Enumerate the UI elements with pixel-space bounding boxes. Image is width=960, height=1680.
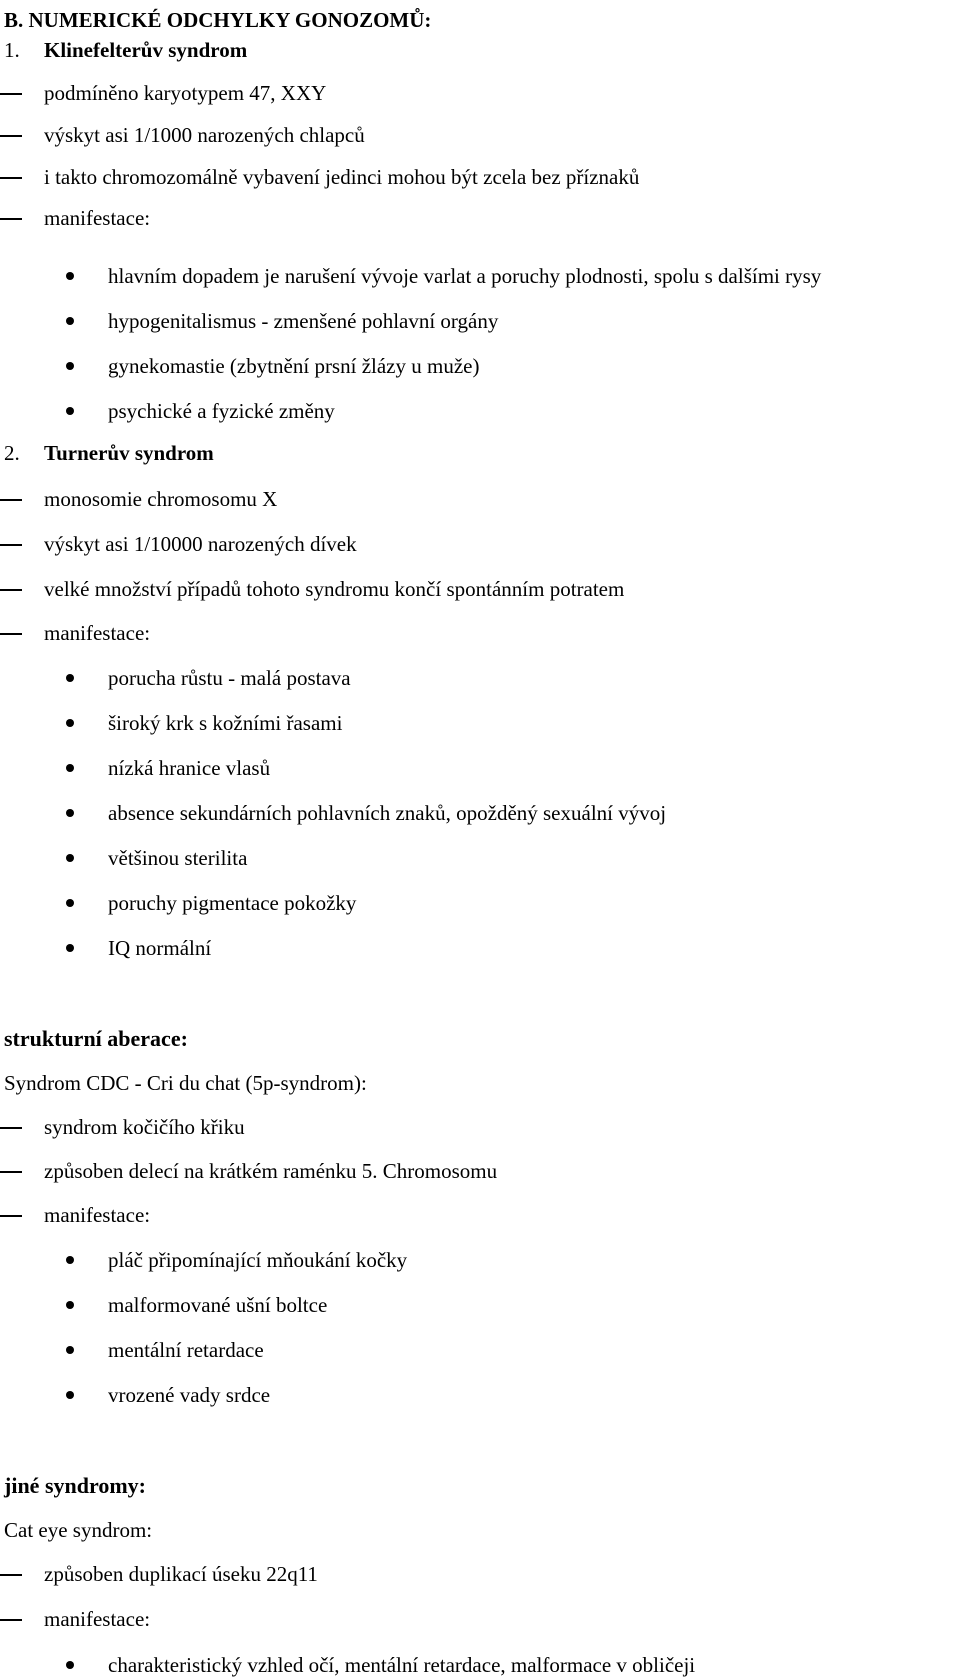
dash-marker	[0, 218, 22, 220]
dash-list-item	[0, 529, 960, 559]
list-item-text: mentální retardace	[108, 1338, 264, 1362]
list-item-text: monosomie chromosomu X	[44, 487, 278, 511]
bullet-list-item	[0, 396, 960, 426]
bullet-marker	[66, 809, 74, 817]
list-item-text: malformované ušní boltce	[108, 1293, 328, 1317]
bullet-marker	[66, 1256, 74, 1264]
bullet-list-item	[0, 798, 960, 828]
list-item-text: nízká hranice vlasů	[108, 756, 271, 780]
bullet-list-item	[0, 843, 960, 873]
bullet-marker	[66, 899, 74, 907]
list-number: 1.	[4, 38, 20, 62]
dash-marker	[0, 1171, 22, 1173]
list-item-text: vrozené vady srdce	[108, 1383, 271, 1407]
bullet-marker	[66, 407, 74, 415]
list-item-text: poruchy pigmentace pokožky	[108, 891, 357, 915]
dash-marker	[0, 499, 22, 501]
bullet-list-item	[0, 1335, 960, 1365]
bullet-list-item	[0, 933, 960, 963]
dash-list-item	[0, 120, 960, 150]
bullet-list-item	[0, 1380, 960, 1410]
syndrome-title: Klinefelterův syndrom	[44, 38, 248, 62]
dash-list-item	[0, 1604, 960, 1634]
dash-list-item	[0, 78, 960, 108]
dash-list-item	[0, 618, 960, 648]
list-item-text: gynekomastie (zbytnění prsní žlázy u muže)	[108, 354, 480, 378]
bullet-list-item	[0, 708, 960, 738]
bullet-list-item	[0, 306, 960, 336]
bullet-marker	[66, 1346, 74, 1354]
list-item-text: psychické a fyzické změny	[108, 399, 335, 423]
dash-marker	[0, 633, 22, 635]
dash-list-item	[0, 1559, 960, 1589]
dash-marker	[0, 177, 22, 179]
section-heading: jiné syndromy:	[4, 1473, 146, 1498]
list-item-text: široký krk s kožními řasami	[108, 711, 343, 735]
bullet-list-item	[0, 261, 960, 291]
dash-marker	[0, 1215, 22, 1217]
dash-marker	[0, 544, 22, 546]
bullet-list-item	[0, 753, 960, 783]
list-item-text: charakteristický vzhled očí, mentální retardace, malformace v obličeji	[108, 1653, 696, 1677]
bullet-marker	[66, 1661, 74, 1669]
dash-marker	[0, 1127, 22, 1129]
bullet-marker	[66, 362, 74, 370]
list-number: 2.	[4, 441, 20, 465]
list-item-text: IQ normální	[108, 936, 212, 960]
bullet-marker	[66, 944, 74, 952]
list-item-text: absence sekundárních pohlavních znaků, opožděný sexuální vývoj	[108, 801, 667, 825]
list-item-text: způsoben delecí na krátkém raménku 5. Chromosomu	[44, 1159, 498, 1183]
syndrome-heading-turner	[0, 438, 960, 468]
list-item-text: manifestace:	[44, 1607, 151, 1631]
list-item-text: i takto chromozomálně vybavení jedinci mohou být zcela bez příznaků	[44, 165, 640, 189]
bullet-list-item	[0, 351, 960, 381]
list-item-text: způsoben duplikací úseku 22q11	[44, 1562, 318, 1586]
section-heading: B. NUMERICKÉ ODCHYLKY GONOZOMŮ:	[4, 8, 432, 32]
list-item-text: porucha růstu - malá postava	[108, 666, 351, 690]
list-item-text: výskyt asi 1/1000 narozených chlapců	[44, 123, 365, 147]
dash-marker	[0, 135, 22, 137]
list-item-text: podmíněno karyotypem 47, XXY	[44, 81, 327, 105]
dash-list-item	[0, 574, 960, 604]
dash-list-item	[0, 1200, 960, 1230]
syndrome-heading-klinefelter	[0, 35, 960, 65]
bullet-marker	[66, 1391, 74, 1399]
bullet-marker	[66, 719, 74, 727]
list-item-text: velké množství případů tohoto syndromu končí spontánním potratem	[44, 577, 625, 601]
list-item-text: většinou sterilita	[108, 846, 248, 870]
bullet-list-item	[0, 888, 960, 918]
bullet-marker	[66, 674, 74, 682]
section-heading: strukturní aberace:	[4, 1026, 188, 1051]
syndrome-title: Turnerův syndrom	[44, 441, 214, 465]
list-item-text: manifestace:	[44, 1203, 151, 1227]
list-item-text: výskyt asi 1/10000 narozených dívek	[44, 532, 357, 556]
dash-marker	[0, 1619, 22, 1621]
list-item-text: manifestace:	[44, 621, 151, 645]
dash-list-item	[0, 1112, 960, 1142]
bullet-marker	[66, 272, 74, 280]
bullet-marker	[66, 1301, 74, 1309]
dash-list-item	[0, 484, 960, 514]
list-item-text: hlavním dopadem je narušení vývoje varlat a poruchy plodnosti, spolu s dalšími rysy	[108, 264, 822, 288]
bullet-marker	[66, 764, 74, 772]
syndrome-title: Cat eye syndrom:	[4, 1518, 153, 1542]
list-item-text: syndrom kočičího křiku	[44, 1115, 245, 1139]
list-item-text: hypogenitalismus - zmenšené pohlavní orgány	[108, 309, 499, 333]
dash-list-item	[0, 162, 960, 192]
list-item-text: manifestace:	[44, 206, 151, 230]
bullet-list-item	[0, 1290, 960, 1320]
bullet-list-item	[0, 663, 960, 693]
bullet-marker	[66, 854, 74, 862]
bullet-list-item	[0, 1650, 960, 1680]
syndrome-title: Syndrom CDC - Cri du chat (5p-syndrom):	[4, 1071, 367, 1095]
list-item-text: pláč připomínající mňoukání kočky	[108, 1248, 408, 1272]
dash-marker	[0, 589, 22, 591]
bullet-list-item	[0, 1245, 960, 1275]
bullet-marker	[66, 317, 74, 325]
dash-list-item	[0, 1156, 960, 1186]
dash-list-item	[0, 203, 960, 233]
dash-marker	[0, 1574, 22, 1576]
dash-marker	[0, 93, 22, 95]
